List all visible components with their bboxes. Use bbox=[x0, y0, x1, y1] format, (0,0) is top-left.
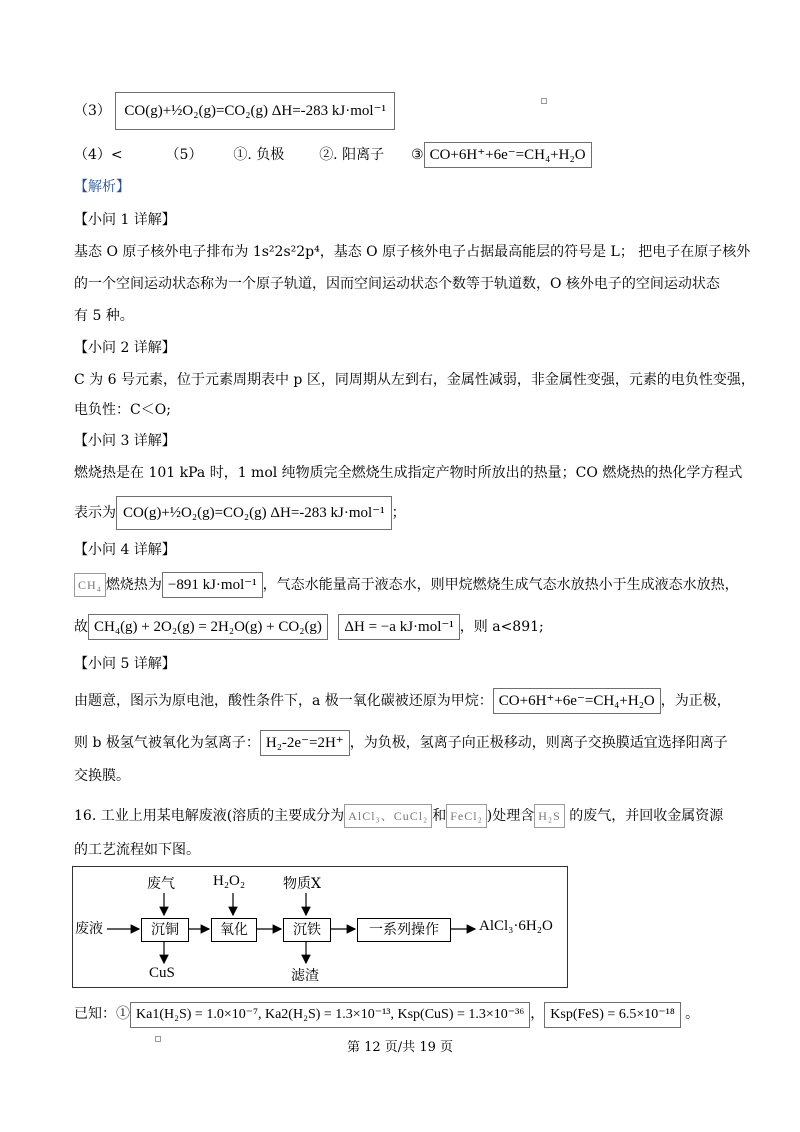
q16-line-2: 的工艺流程如下图。 bbox=[74, 842, 200, 858]
s1-line-2: 的一个空间运动状态称为一个原子轨道，因而空间运动状态个数等于轨道数，O 核外电子的空间运动状态 bbox=[74, 276, 720, 292]
process-flow-diagram bbox=[72, 866, 568, 988]
known-prefix: 已知：① bbox=[74, 1006, 130, 1022]
q5-part-c-prefix: ③ bbox=[411, 147, 424, 163]
s4-line-1 bbox=[74, 572, 739, 598]
s4-equation-1: CH₄(g) + 2O₂(g) = 2H₂O(g) + CO₂(g) bbox=[88, 614, 328, 640]
page-footer: 第 12 页/共 19 页 bbox=[347, 1040, 453, 1055]
s2-header: 【小问 2 详解】 bbox=[74, 340, 176, 356]
s4-ch4-box: CH₄ bbox=[74, 573, 106, 597]
q5-part-a: ①. 负极 bbox=[233, 147, 285, 163]
known-sep: ， bbox=[530, 1006, 545, 1022]
q3-equation: CO(g)+½O₂(g)=CO₂(g) ΔH=-283 kJ·mol⁻¹ bbox=[115, 92, 395, 130]
known-equation-2: Ksp(FeS) = 6.5×10⁻¹⁸ bbox=[544, 1002, 680, 1028]
known-equation-1: Ka1(H₂S) = 1.0×10⁻⁷, Ka2(H₂S) = 1.3×10⁻¹³, Ksp(CuS) = 1.3×10⁻³⁶ bbox=[130, 1002, 530, 1028]
s5-line-2-a: 则 b 极氢气被氧化为氢离子： bbox=[74, 735, 260, 751]
q3-label: （3） bbox=[74, 103, 111, 119]
flow-product: AlCl₃·6H₂O bbox=[479, 918, 553, 934]
s4-line-1-b: ，气态水能量高于液态水，则甲烷燃烧生成气态水放热小于生成液态水放热， bbox=[262, 577, 739, 593]
s5-line-3: 交换膜。 bbox=[74, 768, 130, 784]
s3-header: 【小问 3 详解】 bbox=[74, 433, 176, 449]
s2-line-1: C 为 6 号元素，位于元素周期表中 p 区，同周期从左到右，金属性减弱，非金属性变强，元素的电负性变强， bbox=[74, 372, 755, 388]
q16-line-1-a: 16. 工业上用某电解废液(溶质的主要成分为 bbox=[74, 808, 345, 824]
s5-header: 【小问 5 详解】 bbox=[74, 656, 176, 672]
flow-box-chen-tong: 沉铜 bbox=[141, 918, 189, 942]
q5-part-c-equation: CO+6H⁺+6e⁻=CH₄+H₂O bbox=[424, 142, 592, 168]
s4-line-2-suffix: ，则 a<891; bbox=[459, 619, 544, 635]
s3-line-1: 燃烧热是在 101 kPa 时，1 mol 纯物质完全燃烧生成指定产物时所放出的热量；CO 燃烧热的热化学方程式 bbox=[74, 465, 743, 481]
s4-line-2-prefix: 故 bbox=[74, 619, 88, 635]
s5-line-1-b: ，为正极， bbox=[660, 693, 731, 709]
s4-line-2 bbox=[74, 614, 544, 640]
q16-line-1-c: )处理含 bbox=[486, 808, 535, 824]
s3-line-2 bbox=[74, 496, 406, 530]
flow-box-yang-hua: 氧化 bbox=[211, 918, 257, 942]
s2-line-2: 电负性：C＜O; bbox=[74, 402, 171, 418]
known-suffix: 。 bbox=[685, 1006, 700, 1022]
flow-above-substance-x: 物质X bbox=[283, 876, 321, 892]
s5-equation-1: CO+6H⁺+6e⁻=CH₄+H₂O bbox=[493, 688, 661, 714]
s5-line-2-b: ，为负极，氢离子向正极移动，则离子交换膜适宜选择阳离子 bbox=[349, 735, 728, 751]
q5-label: （5） bbox=[165, 147, 203, 163]
q16-box-3: H₂S bbox=[534, 804, 565, 828]
flow-above-h2o2: H₂O₂ bbox=[213, 873, 246, 889]
s4-equation-2: ΔH = −a kJ·mol⁻¹ bbox=[338, 614, 459, 640]
answer-q3 bbox=[74, 92, 395, 130]
q16-line-1 bbox=[74, 804, 723, 828]
flow-input: 废液 bbox=[75, 921, 103, 937]
s4-header: 【小问 4 详解】 bbox=[74, 542, 176, 558]
flow-box-series-ops: 一系列操作 bbox=[357, 918, 451, 942]
answer-q4-q5 bbox=[74, 142, 592, 168]
s4-line-1-a: 燃烧热为 bbox=[105, 577, 162, 593]
q5-part-b: ②. 阳离子 bbox=[319, 147, 385, 163]
q16-box-1: AlCl₃、CuCl₂ bbox=[344, 804, 432, 828]
s1-header: 【小问 1 详解】 bbox=[74, 212, 176, 228]
s5-line-1 bbox=[74, 688, 731, 714]
q4-label: （4）< bbox=[74, 147, 123, 163]
s1-line-1: 基态 O 原子核外电子排布为 1s²2s²2p⁴，基态 O 原子核外电子占据最高能层的符号是 L； 把电子在原子核外 bbox=[74, 244, 751, 260]
flow-above-waste-gas: 废气 bbox=[147, 876, 175, 892]
s5-equation-2: H₂-2e⁻=2H⁺ bbox=[260, 730, 350, 756]
s3-line-2-prefix: 表示为 bbox=[74, 505, 116, 521]
known-line bbox=[74, 1002, 699, 1028]
s4-value: −891 kJ·mol⁻¹ bbox=[162, 572, 263, 598]
q16-line-1-d: 的废气，并回收金属资源 bbox=[569, 808, 724, 824]
s3-equation: CO(g)+½O₂(g)=CO₂(g) ΔH=-283 kJ·mol⁻¹ bbox=[116, 496, 392, 530]
s5-line-1-a: 由题意，图示为原电池，酸性条件下，a 极一氧化碳被还原为甲烷： bbox=[74, 693, 493, 709]
s1-line-3: 有 5 种。 bbox=[74, 308, 134, 324]
marker-square bbox=[541, 98, 547, 104]
analysis-title: 【解析】 bbox=[74, 179, 130, 195]
flow-below-cus: CuS bbox=[149, 965, 175, 981]
q16-line-1-b: 和 bbox=[432, 808, 447, 824]
q16-box-2: FeCl₂ bbox=[446, 804, 487, 828]
flow-below-residue: 滤渣 bbox=[291, 968, 319, 984]
flow-box-chen-tie: 沉铁 bbox=[283, 918, 331, 942]
s5-line-2 bbox=[74, 730, 728, 756]
s3-line-2-suffix: ； bbox=[391, 505, 406, 521]
